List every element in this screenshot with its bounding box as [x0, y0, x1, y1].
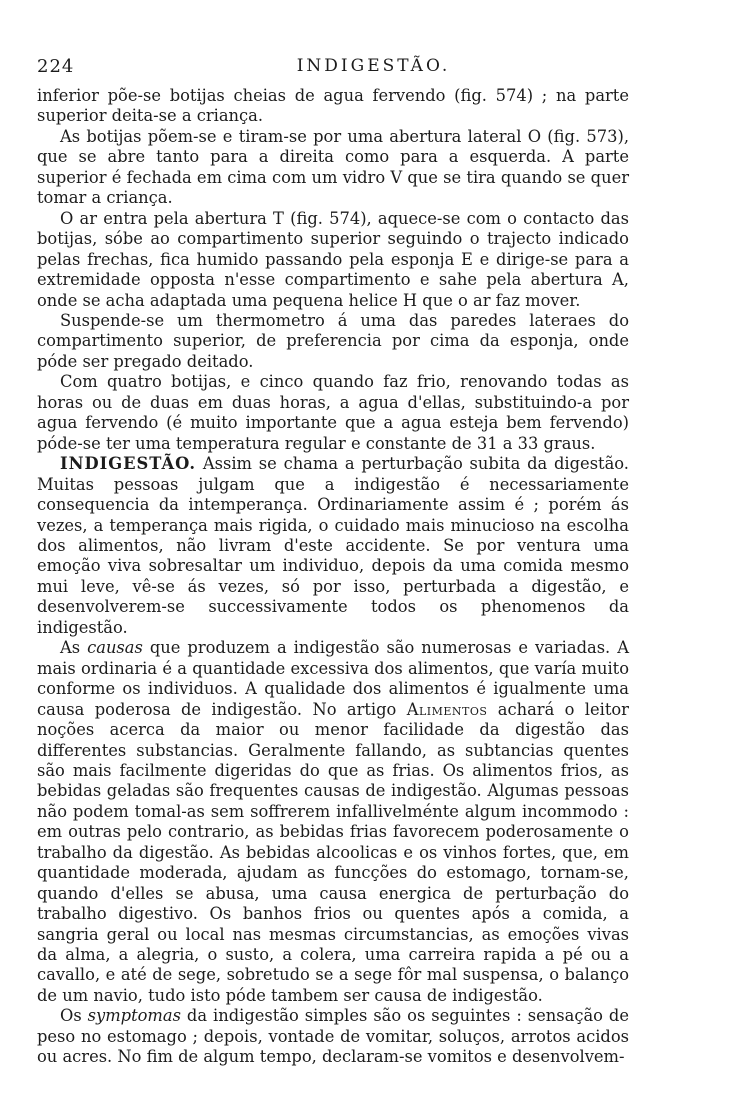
causas-text-continued: achará o leitor noções acerca da maior ou menor facilidade da digestão das differentes substancias. Geralmente fallando, as subtancias quentes são mais facilmente digeridas do que as frias. Os alimentos frios, as bebidas geladas são frequentes causas de indigestão. Algumas pessoas não podem tomal-as sem soffrerem infallivelménte algum incommodo : em outras pelo contrario, as bebidas frias favorecem poderosamente o trabalho da digestão. As bebidas alcoolicas e os vinhos fortes, que, em quantidade moderada, ajudam as funcções do estomago, tornam-se, quando d'elles se abusa, uma causa energica de perturbação do trabalho digestivo. Os banhos frios ou quentes após a comida, a sangria geral ou local nas mesmas circumstancias, as emoções vivas da alma, a alegria, o susto, a colera, uma carreira rapida a pé ou a cavallo, e até de sege, sobretudo se a sege fôr mal suspensa, o balanço de um navio, tudo isto póde tambem ser causa de indigestão.: [37, 699, 629, 1005]
paragraph-indigestao-entry: [37, 454, 629, 638]
paragraph-symptomas: [37, 1006, 629, 1067]
symptomas-text: da indigestão simples são os seguintes : sensação de peso no estomago ; depois, vontade de vomitar, soluços, arrotos acidos ou acres. No fim de algum tempo, declaram-se vomitos e desenvolvem-: [37, 1006, 629, 1067]
body-text: [37, 86, 629, 1068]
symptomas-lead: Os: [60, 1006, 82, 1026]
entry-text: Assim se chama a perturbação subita da digestão. Muitas pessoas julgam que a indigestão é necessariamente consequencia da intemperança. Ordinariamente assim é ; porém ás vezes, a temperança mais rigida, o cuidado mais minucioso na escolha dos alimentos, não livram d'este accidente. Se por ventura uma emoção viva sobresaltar um individuo, depois da uma comida mesmo mui leve, vê-se ás vezes, só por isso, perturbada a digestão, e desenvolverem-se successivamente todos os phenomenos da indigestão.: [37, 454, 629, 637]
paragraph-temperatura: Com quatro botijas, e cinco quando faz frio, renovando todas as horas ou de duas em duas horas, a agua d'ellas, substituindo-a por agua fervendo (é muito importante que a agua esteja bem fervendo) póde-se ter uma temperatura regular e constante de 31 a 33 graus.: [37, 372, 629, 453]
causas-lead: As: [60, 638, 81, 658]
page-header: [0, 56, 747, 80]
causas-italic: causas: [87, 638, 143, 658]
paragraph-thermometro: Suspende-se um thermometro á uma das paredes lateraes do compartimento superior, de preferencia por cima da esponja, onde póde ser pregado deitado.: [37, 310, 629, 371]
alimentos-reference: Alimentos: [406, 699, 488, 719]
causas-text: que produzem a indigestão são numerosas e variadas. A mais ordinaria é a quantidade excessiva dos alimentos, que varía muito conforme os individuos. A qualidade dos alimentos é igualmente uma causa poderosa de indigestão. No artigo: [37, 638, 629, 719]
running-title: INDIGESTÃO.: [296, 56, 451, 76]
paragraph-botijas: As botijas põem-se e tiram-se por uma abertura lateral O (fig. 573), que se abre tanto para a direita como para a esquerda. A parte superior é fechada em cima com um vidro V que se tira quando se quer tomar a criança.: [37, 126, 629, 208]
entry-heading: INDIGESTÃO.: [60, 454, 197, 474]
paragraph-continuation: inferior põe-se botijas cheias de agua fervendo (fig. 574) ; na parte superior deita-se a criança.: [37, 86, 629, 126]
paragraph-causas: [37, 638, 629, 1006]
page-number: 224: [37, 56, 75, 77]
symptomas-italic: symptomas: [87, 1006, 181, 1026]
paragraph-ar: O ar entra pela abertura T (fig. 574), aquece-se com o contacto das botijas, sóbe ao compartimento superior seguindo o trajecto indicado pelas frechas, fica humido passando pela esponja E e dirige-se para a extremidade opposta n'esse compartimento e sahe pela abertura A, onde se acha adaptada uma pequena helice H que o ar faz mover.: [37, 208, 629, 310]
